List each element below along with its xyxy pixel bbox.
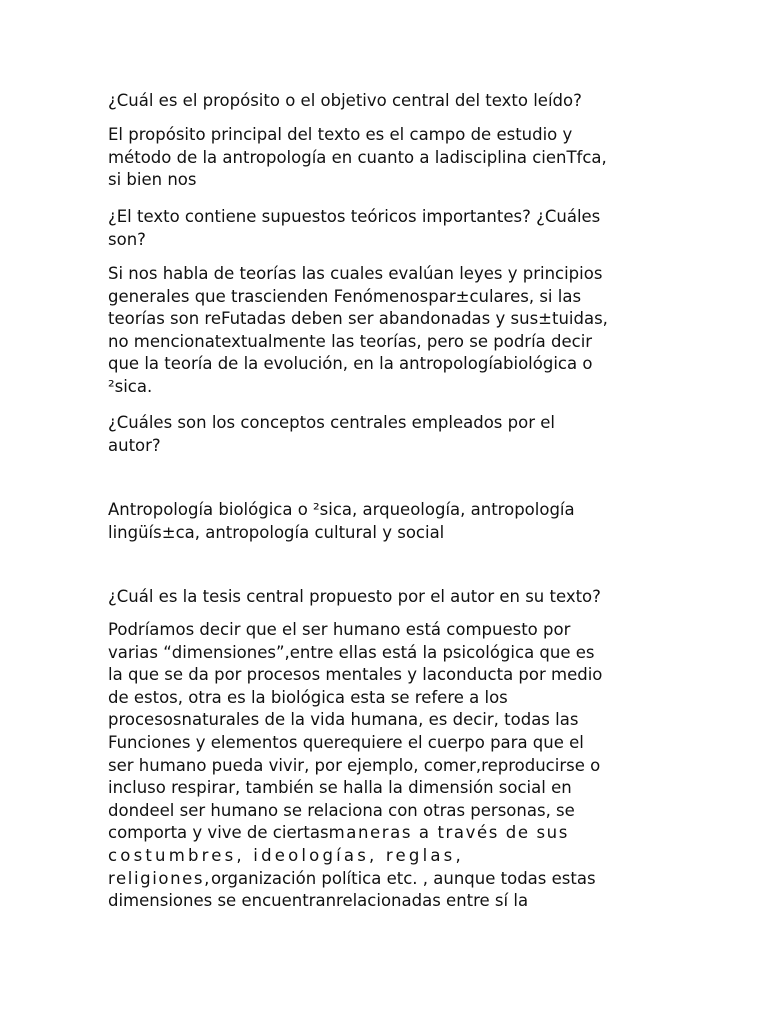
answer-4-line-2: varias “dimensiones”,entre ellas está la psicológica que es bbox=[108, 642, 595, 662]
question-2 bbox=[108, 206, 600, 251]
answer-4-line-13: dimensiones se encuentranrelacionadas entre sí la bbox=[108, 891, 529, 911]
answer-4-line-6: Funciones y elementos querequiere el cuerpo para que el bbox=[108, 732, 584, 752]
answer-2 bbox=[108, 263, 608, 399]
answer-4-line-9: dondeel ser humano se relaciona con otras personas, se bbox=[108, 800, 575, 820]
answer-1-line-1: El propósito principal del texto es el campo de estudio y bbox=[108, 125, 573, 144]
answer-4 bbox=[108, 619, 602, 913]
answer-4-line-8: incluso respirar, también se halla la dimensión social en bbox=[108, 778, 572, 798]
question-3-line-2: autor? bbox=[108, 435, 161, 455]
answer-4-line-12 bbox=[108, 868, 602, 891]
answer-2-line-1: Si nos habla de teorías las cuales evalúan leyes y principios bbox=[108, 264, 603, 283]
question-2-line-1: ¿El texto contiene supuestos teóricos importantes? ¿Cuáles bbox=[108, 207, 601, 226]
answer-4-line-11-spaced: costumbres, ideologías, reglas, bbox=[108, 845, 464, 865]
answer-3-line-1: Antropología biológica o ²sica, arqueología, antropología bbox=[108, 500, 575, 519]
answer-2-line-6: ²sica. bbox=[108, 376, 153, 396]
answer-4-line-1: Podríamos decir que el ser humano está compuesto por bbox=[108, 620, 571, 639]
answer-2-line-5: que la teoría de la evolución, en la antropologíabiológica o bbox=[108, 354, 593, 374]
answer-4-line-10-spaced: maneras a través de sus bbox=[328, 823, 569, 843]
answer-1-line-3: si bien nos bbox=[108, 170, 197, 190]
answer-4-line-11 bbox=[108, 845, 602, 868]
answer-4-line-10-normal: comporta y vive de ciertas bbox=[108, 823, 329, 843]
answer-2-line-2: generales que trascienden Fenómenospar±culares, si las bbox=[108, 286, 582, 306]
question-1-line: ¿Cuál es el propósito o el objetivo central del texto leído? bbox=[108, 91, 582, 110]
question-1 bbox=[108, 90, 582, 113]
answer-1-line-2: método de la antropología en cuanto a ladisciplina cienTfca, bbox=[108, 147, 607, 167]
answer-3-line-2: lingüís±ca, antropología cultural y social bbox=[108, 522, 445, 542]
answer-4-line-4: de estos, otra es la biológica esta se refere a los bbox=[108, 687, 508, 707]
question-3 bbox=[108, 412, 555, 457]
question-4-line: ¿Cuál es la tesis central propuesto por el autor en su texto? bbox=[108, 587, 601, 606]
answer-2-line-3: teorías son reFutadas deben ser abandonadas y sus±tuidas, bbox=[108, 309, 608, 329]
answer-4-line-12-normal: organización política etc. , aunque todas estas bbox=[210, 868, 596, 888]
answer-4-line-3: la que se da por procesos mentales y laconducta por medio bbox=[108, 665, 603, 685]
answer-4-line-5: procesosnaturales de la vida humana, es decir, todas las bbox=[108, 710, 579, 730]
answer-4-line-12-spaced: religiones, bbox=[108, 868, 211, 888]
answer-4-line-7: ser humano pueda vivir, por ejemplo, comer,reproducirse o bbox=[108, 755, 601, 775]
answer-1 bbox=[108, 124, 607, 192]
question-3-line-1: ¿Cuáles son los conceptos centrales empleados por el bbox=[108, 413, 555, 432]
answer-2-line-4: no mencionatextualmente las teorías, pero se podría decir bbox=[108, 331, 593, 351]
question-4 bbox=[108, 586, 601, 609]
question-2-line-2: son? bbox=[108, 229, 146, 249]
answer-4-line-10 bbox=[108, 822, 602, 845]
answer-3 bbox=[108, 499, 575, 544]
